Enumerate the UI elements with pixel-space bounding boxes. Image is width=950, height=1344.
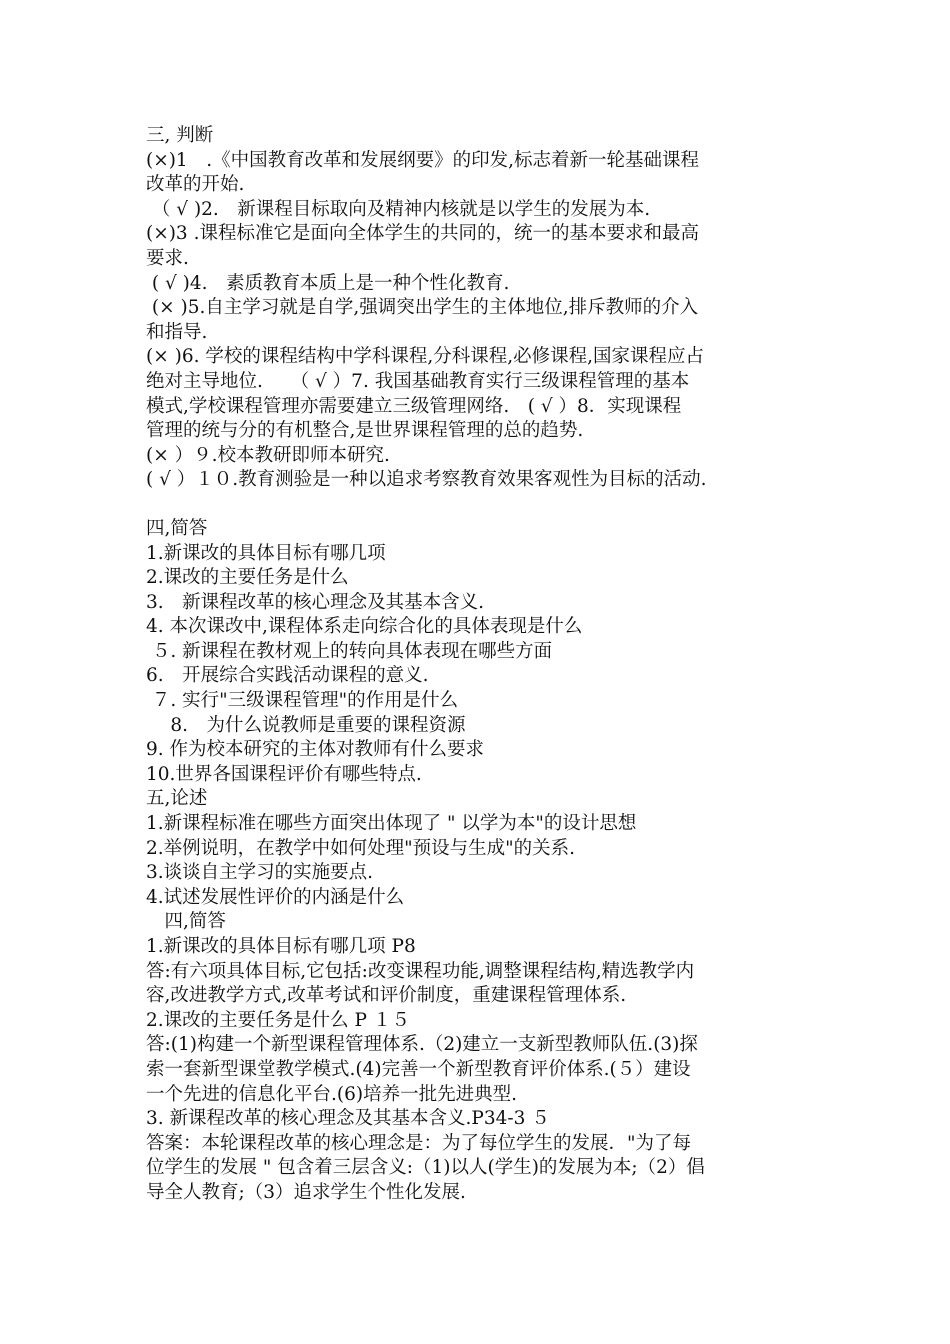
section-judgement xyxy=(146,124,818,493)
text-line: 位学生的发展 " 包含着三层含义:（1)以人(学生)的发展为本;（2）倡 xyxy=(146,1157,705,1179)
text-line: 导全人教育;（3）追求学生个性化发展. xyxy=(146,1181,466,1203)
text-line: 答:(1)构建一个新型课程管理体系.（2)建立一支新型教师队伍.(3)探 xyxy=(146,1034,698,1056)
document-page xyxy=(146,124,818,1206)
text-line: 2.举例说明，在教学中如何处理"预设与生成"的关系. xyxy=(146,837,576,859)
text-line: 3. 新课程改革的核心理念及其基本含义.P34-3 ５ xyxy=(146,1108,550,1130)
text-line: (×)1 .《中国教育改革和发展纲要》的印发,标志着新一轮基础课程 xyxy=(146,149,699,171)
text-line: 要求. xyxy=(146,247,189,269)
text-line: ５. 新课程在教材观上的转向具体表现在哪些方面 xyxy=(146,640,553,662)
text-line: 容,改进教学方式,改革考试和评价制度，重建课程管理体系. xyxy=(146,985,627,1007)
text-line: 答案：本轮课程改革的核心理念是：为了每位学生的发展．"为了每 xyxy=(146,1132,692,1154)
text-line: 索一套新型课堂教学模式.(4)完善一个新型教育评价体系.(５）建设 xyxy=(146,1058,691,1080)
section-short-answer xyxy=(146,517,818,1206)
text-line: 3.谈谈自主学习的实施要点. xyxy=(146,862,374,884)
text-line: 3. 新课程改革的核心理念及其基本含义. xyxy=(146,591,485,613)
text-line: 2.课改的主要任务是什么 P １５ xyxy=(146,1009,410,1031)
text-line: 1.新课改的具体目标有哪几项 P8 xyxy=(146,936,416,957)
text-line: 改革的开始. xyxy=(146,174,245,196)
text-line: (×)3 .课程标准它是面向全体学生的共同的，统一的基本要求和最高 xyxy=(146,223,699,245)
text-line: 4. 本次课改中,课程体系走向综合化的具体表现是什么 xyxy=(146,616,583,638)
text-line: 一个先进的信息化平台.(6)培养一批先进典型. xyxy=(146,1083,517,1105)
text-line: 四,简答 xyxy=(146,517,208,539)
text-line: 四,简答 xyxy=(146,911,226,933)
text-line: 管理的统与分的有机整合,是世界课程管理的总的趋势. xyxy=(146,420,584,442)
text-line: ( √ ）１０.教育测验是一种以追求考察教育效果客观性为目标的活动. xyxy=(146,469,707,491)
text-line: 4.试述发展性评价的内涵是什么 xyxy=(146,886,405,908)
text-line: 10.世界各国课程评价有哪些特点. xyxy=(146,763,422,785)
text-line: 答:有六项具体目标,它包括:改变课程功能,调整课程结构,精选教学内 xyxy=(146,960,695,982)
text-line: (× ）９.校本教研即师本研究. xyxy=(146,444,390,466)
text-line: 模式,学校课程管理亦需要建立三级管理网络. ( √ ）8．实现课程 xyxy=(146,395,682,417)
text-line: 和指导. xyxy=(146,321,208,343)
text-line: 绝对主导地位. （ √ ）7. 我国基础教育实行三级课程管理的基本 xyxy=(146,370,690,392)
text-line: 8. 为什么说教师是重要的课程资源 xyxy=(146,714,466,736)
text-line: 1.新课改的具体目标有哪几项 xyxy=(146,542,386,564)
text-line: 6. 开展综合实践活动课程的意义. xyxy=(146,665,429,687)
text-line: ７. 实行"三级课程管理"的作用是什么 xyxy=(146,690,459,712)
text-line: （ √ )2. 新课程目标取向及精神内核就是以学生的发展为本. xyxy=(146,198,651,220)
text-line: 1.新课程标准在哪些方面突出体现了 " 以学为本"的设计思想 xyxy=(146,813,637,835)
text-line: (× )6. 学校的课程结构中学科课程,分科课程,必修课程,国家课程应占 xyxy=(146,346,704,368)
text-line: 三, 判断 xyxy=(146,125,214,146)
text-line: (× )5.自主学习就是自学,强调突出学生的主体地位,排斥教师的介入 xyxy=(146,297,699,319)
text-line: 五,论述 xyxy=(146,788,208,810)
text-line: 2.课改的主要任务是什么 xyxy=(146,567,349,589)
section-gap xyxy=(146,493,818,517)
text-line: ( √ )4. 素质教育本质上是一种个性化教育. xyxy=(146,272,510,294)
text-line: 9. 作为校本研究的主体对教师有什么要求 xyxy=(146,739,485,761)
